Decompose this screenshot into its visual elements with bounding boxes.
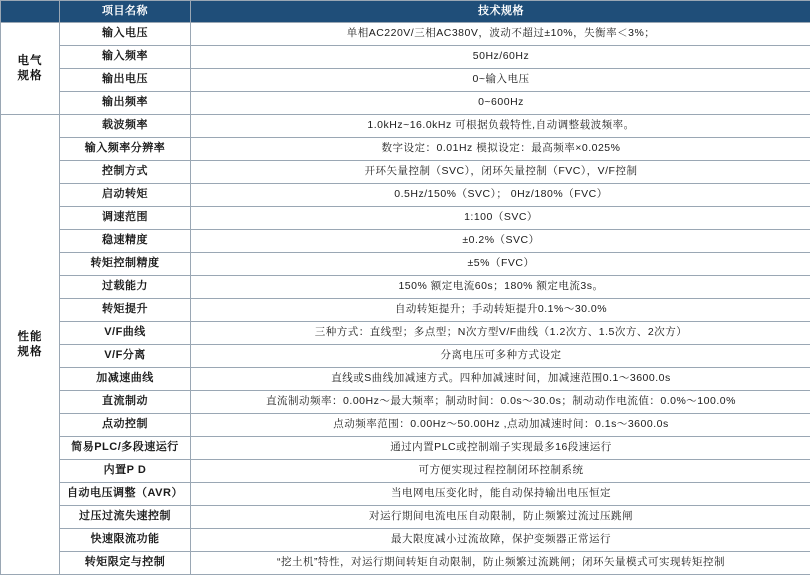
table-row — [1, 184, 810, 207]
table-row — [1, 46, 810, 69]
table-row — [1, 391, 810, 414]
item-value: 当电网电压变化时，能自动保持输出电压恒定 — [191, 483, 810, 506]
item-value: “挖土机”特性，对运行期间转矩自动限制，防止频繁过流跳闸；闭环矢量模式可实现转矩控制 — [191, 552, 810, 575]
item-name: 转矩提升 — [60, 299, 191, 322]
item-name: 输入电压 — [60, 23, 191, 46]
group-label-line: 规格 — [1, 69, 59, 83]
item-value: 直流制动频率：0.00Hz～最大频率；制动时间：0.0s～30.0s；制动动作电流值：0.0%～100.0% — [191, 391, 810, 414]
item-name: 加减速曲线 — [60, 368, 191, 391]
item-value: 对运行期间电流电压自动限制，防止频繁过流过压跳闸 — [191, 506, 810, 529]
table-row — [1, 69, 810, 92]
item-value: 0~600Hz — [191, 92, 810, 115]
item-value: 直线或S曲线加减速方式。四种加减速时间，加减速范围0.1～3600.0s — [191, 368, 810, 391]
item-name: 调速范围 — [60, 207, 191, 230]
item-name: 过载能力 — [60, 276, 191, 299]
table-row — [1, 23, 810, 46]
item-name: 直流制动 — [60, 391, 191, 414]
item-value: 50Hz/60Hz — [191, 46, 810, 69]
header-group — [1, 1, 60, 23]
item-value: 1.0kHz~16.0kHz 可根据负载特性,自动调整载波频率。 — [191, 115, 810, 138]
item-name: 点动控制 — [60, 414, 191, 437]
item-value: 150% 额定电流60s；180% 额定电流3s。 — [191, 276, 810, 299]
item-name: 过压过流失速控制 — [60, 506, 191, 529]
table-row — [1, 322, 810, 345]
item-value: 最大限度减小过流故障，保护变频器正常运行 — [191, 529, 810, 552]
item-name: 内置P D — [60, 460, 191, 483]
table-row — [1, 414, 810, 437]
item-value: 单相AC220V/三相AC380V，波动不超过±10%，失衡率＜3%； — [191, 23, 810, 46]
group-label-performance — [1, 115, 60, 575]
item-value: 三种方式：直线型；多点型；N次方型V/F曲线（1.2次方、1.5次方、2次方） — [191, 322, 810, 345]
item-name: 输出频率 — [60, 92, 191, 115]
table-row — [1, 276, 810, 299]
table-row — [1, 460, 810, 483]
table-row — [1, 552, 810, 575]
table-row — [1, 92, 810, 115]
item-value: 数字设定：0.01Hz 模拟设定：最高频率×0.025% — [191, 138, 810, 161]
item-name: 载波频率 — [60, 115, 191, 138]
item-value: 开环矢量控制（SVC），闭环矢量控制（FVC），V/F控制 — [191, 161, 810, 184]
item-value: 0~输入电压 — [191, 69, 810, 92]
header-technical-spec: 技术规格 — [191, 1, 810, 23]
table-row — [1, 161, 810, 184]
item-name: 转矩控制精度 — [60, 253, 191, 276]
item-name: 稳速精度 — [60, 230, 191, 253]
item-value: ±0.2%（SVC） — [191, 230, 810, 253]
group-label-line: 性能 — [1, 330, 59, 344]
item-value: 自动转矩提升；手动转矩提升0.1%～30.0% — [191, 299, 810, 322]
table-row — [1, 299, 810, 322]
item-value: 可方便实现过程控制闭环控制系统 — [191, 460, 810, 483]
table-row — [1, 115, 810, 138]
item-name: 转矩限定与控制 — [60, 552, 191, 575]
item-value: 点动频率范围：0.00Hz～50.00Hz ,点动加减速时间：0.1s～3600.0s — [191, 414, 810, 437]
item-name: V/F分离 — [60, 345, 191, 368]
table-row — [1, 230, 810, 253]
item-value: 1:100（SVC） — [191, 207, 810, 230]
table-row — [1, 483, 810, 506]
item-value: ±5%（FVC） — [191, 253, 810, 276]
item-name: 输出电压 — [60, 69, 191, 92]
item-name: 自动电压调整（AVR） — [60, 483, 191, 506]
header-item-name: 项目名称 — [60, 1, 191, 23]
item-name: 输入频率分辨率 — [60, 138, 191, 161]
table-row — [1, 368, 810, 391]
group-label-line: 规格 — [1, 345, 59, 359]
table-row — [1, 253, 810, 276]
item-name: 简易PLC/多段速运行 — [60, 437, 191, 460]
table-row — [1, 529, 810, 552]
table-header-row — [1, 1, 810, 23]
table-row — [1, 138, 810, 161]
item-name: 启动转矩 — [60, 184, 191, 207]
item-name: 控制方式 — [60, 161, 191, 184]
item-value: 通过内置PLC或控制端子实现最多16段速运行 — [191, 437, 810, 460]
item-value: 分离电压可多种方式设定 — [191, 345, 810, 368]
table-row — [1, 207, 810, 230]
table-header — [1, 1, 810, 23]
item-name: 输入频率 — [60, 46, 191, 69]
item-value: 0.5Hz/150%（SVC）； 0Hz/180%（FVC） — [191, 184, 810, 207]
table-row — [1, 506, 810, 529]
item-name: V/F曲线 — [60, 322, 191, 345]
group-label-electrical — [1, 23, 60, 115]
table-row — [1, 437, 810, 460]
item-name: 快速限流功能 — [60, 529, 191, 552]
table-body — [1, 23, 810, 575]
table-row — [1, 345, 810, 368]
group-label-line: 电气 — [1, 54, 59, 68]
